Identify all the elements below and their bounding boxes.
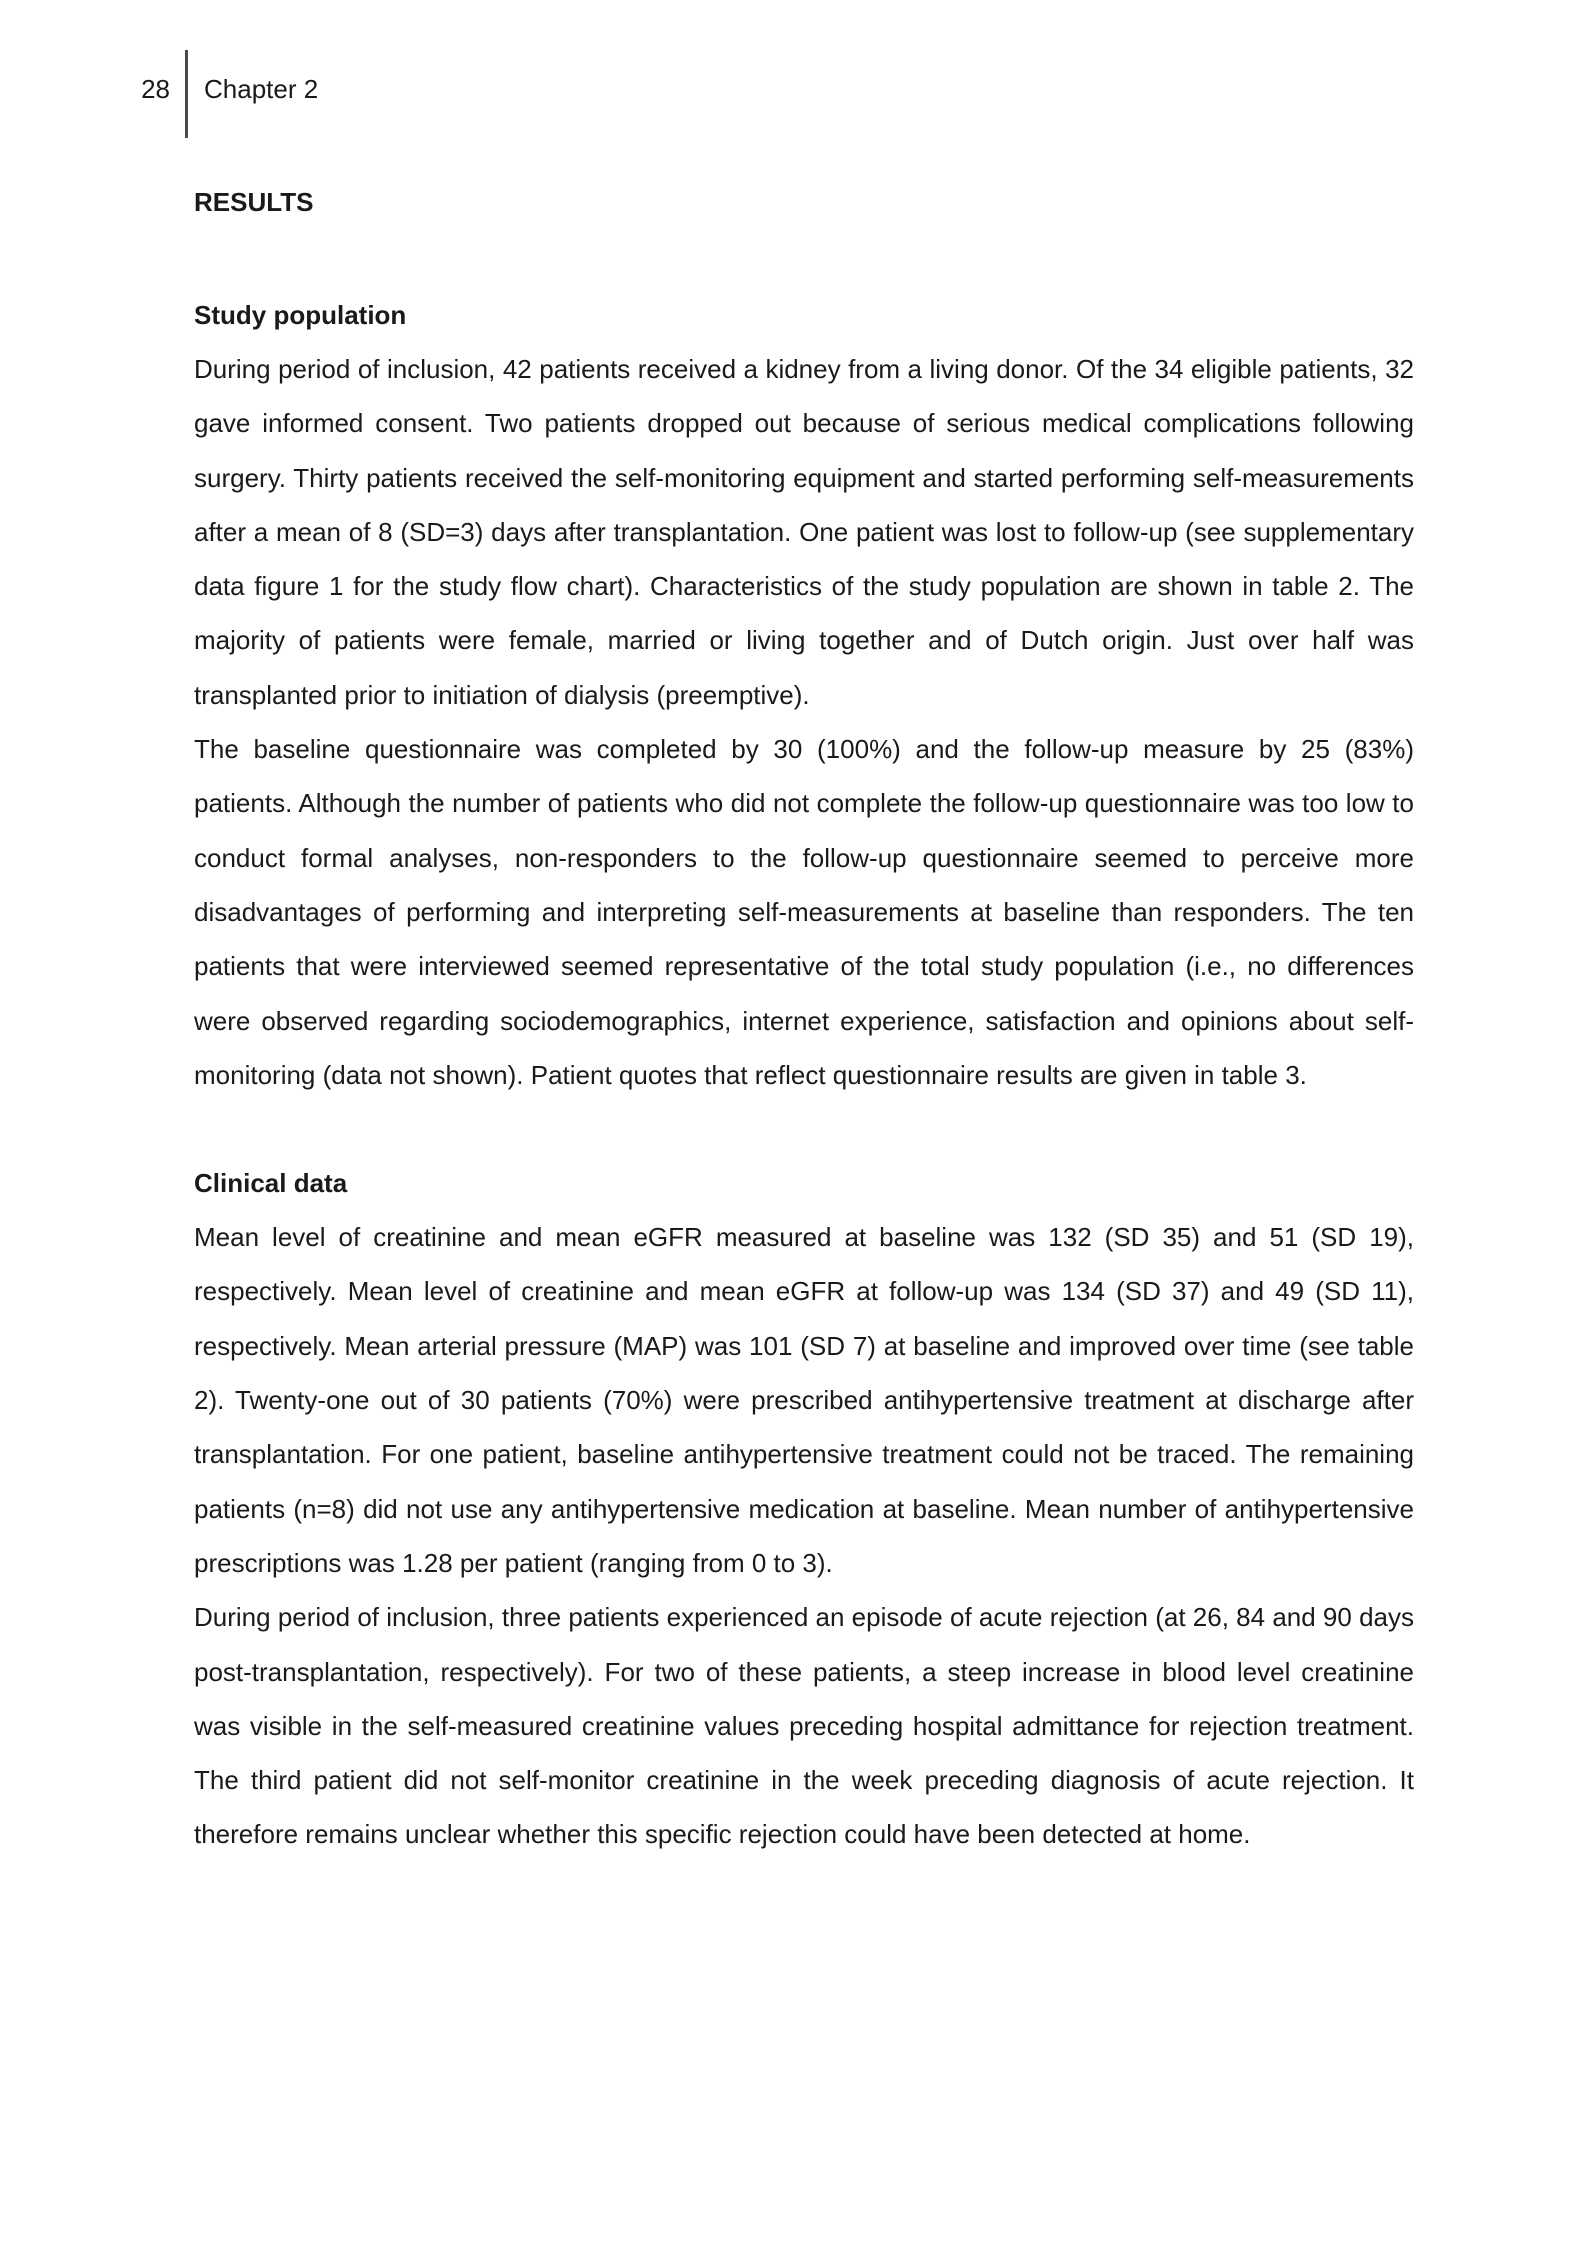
chapter-label: Chapter 2 (204, 74, 319, 104)
spacer (194, 1102, 1414, 1156)
clinical-data-section (194, 1156, 1414, 1862)
clinical-data-paragraph-2: During period of inclusion, three patients experienced an episode of acute rejection (at 26, 84 and 90 days post-transplantation, respectively). For two of these patients, a steep increase in blood level creatinine was visible in the self-measured creatinine values preceding hospital admittance for rejection treatment. The third patient did not self-monitor creatinine in the week preceding diagnosis of acute rejection. It therefore remains unclear whether this specific rejection could have been detected at home. (194, 1602, 1414, 1850)
clinical-data-heading: Clinical data (194, 1168, 348, 1199)
page-header (0, 50, 600, 138)
study-population-paragraph-2: The baseline questionnaire was completed by 30 (100%) and the follow-up measure by 25 (83%) patients. Although the number of patients who did not complete the follow-up questionnaire was too low to conduct formal analyses, non-responders to the follow-up questionnaire seemed to perceive more disadvantages of performing and interpreting self-measurements at baseline than responders. The ten patients that were interviewed seemed representative of the total study population (i.e., no differences were observed regarding sociodemographics, internet experience, satisfaction and opinions about self-monitoring (data not shown). Patient quotes that reflect questionnaire results are given in table 3. (194, 734, 1414, 1090)
clinical-data-paragraph-1: Mean level of creatinine and mean eGFR measured at baseline was 132 (SD 35) and 51 (SD 19), respectively. Mean level of creatinine and mean eGFR at follow-up was 134 (SD 37) and 49 (SD 11), respectively. Mean arterial pressure (MAP) was 101 (SD 7) at baseline and improved over time (see table 2). Twenty-one out of 30 patients (70%) were prescribed antihypertensive treatment at discharge after transplantation. For one patient, baseline antihypertensive treatment could not be traced. The remaining patients (n=8) did not use any antihypertensive medication at baseline. Mean number of antihypertensive prescriptions was 1.28 per patient (ranging from 0 to 3). (194, 1222, 1414, 1578)
page-number: 28 (141, 74, 170, 104)
study-population-heading: Study population (194, 300, 407, 330)
study-population-section (194, 288, 1414, 1102)
section-title: RESULTS (194, 187, 314, 217)
page-content (194, 180, 1414, 1862)
study-population-paragraph-1: During period of inclusion, 42 patients received a kidney from a living donor. Of the 34 eligible patients, 32 gave informed consent. Two patients dropped out because of serious medical complications following surgery. Thirty patients received the self-monitoring equipment and started performing self-measurements after a mean of 8 (SD=3) days after transplantation. One patient was lost to follow-up (see supplementary data figure 1 for the study flow chart). Characteristics of the study population are shown in table 2. The majority of patients were female, married or living together and of Dutch origin. Just over half was transplanted prior to initiation of dialysis (preemptive). (194, 354, 1414, 710)
spacer (194, 238, 1414, 288)
header-divider (185, 50, 188, 138)
